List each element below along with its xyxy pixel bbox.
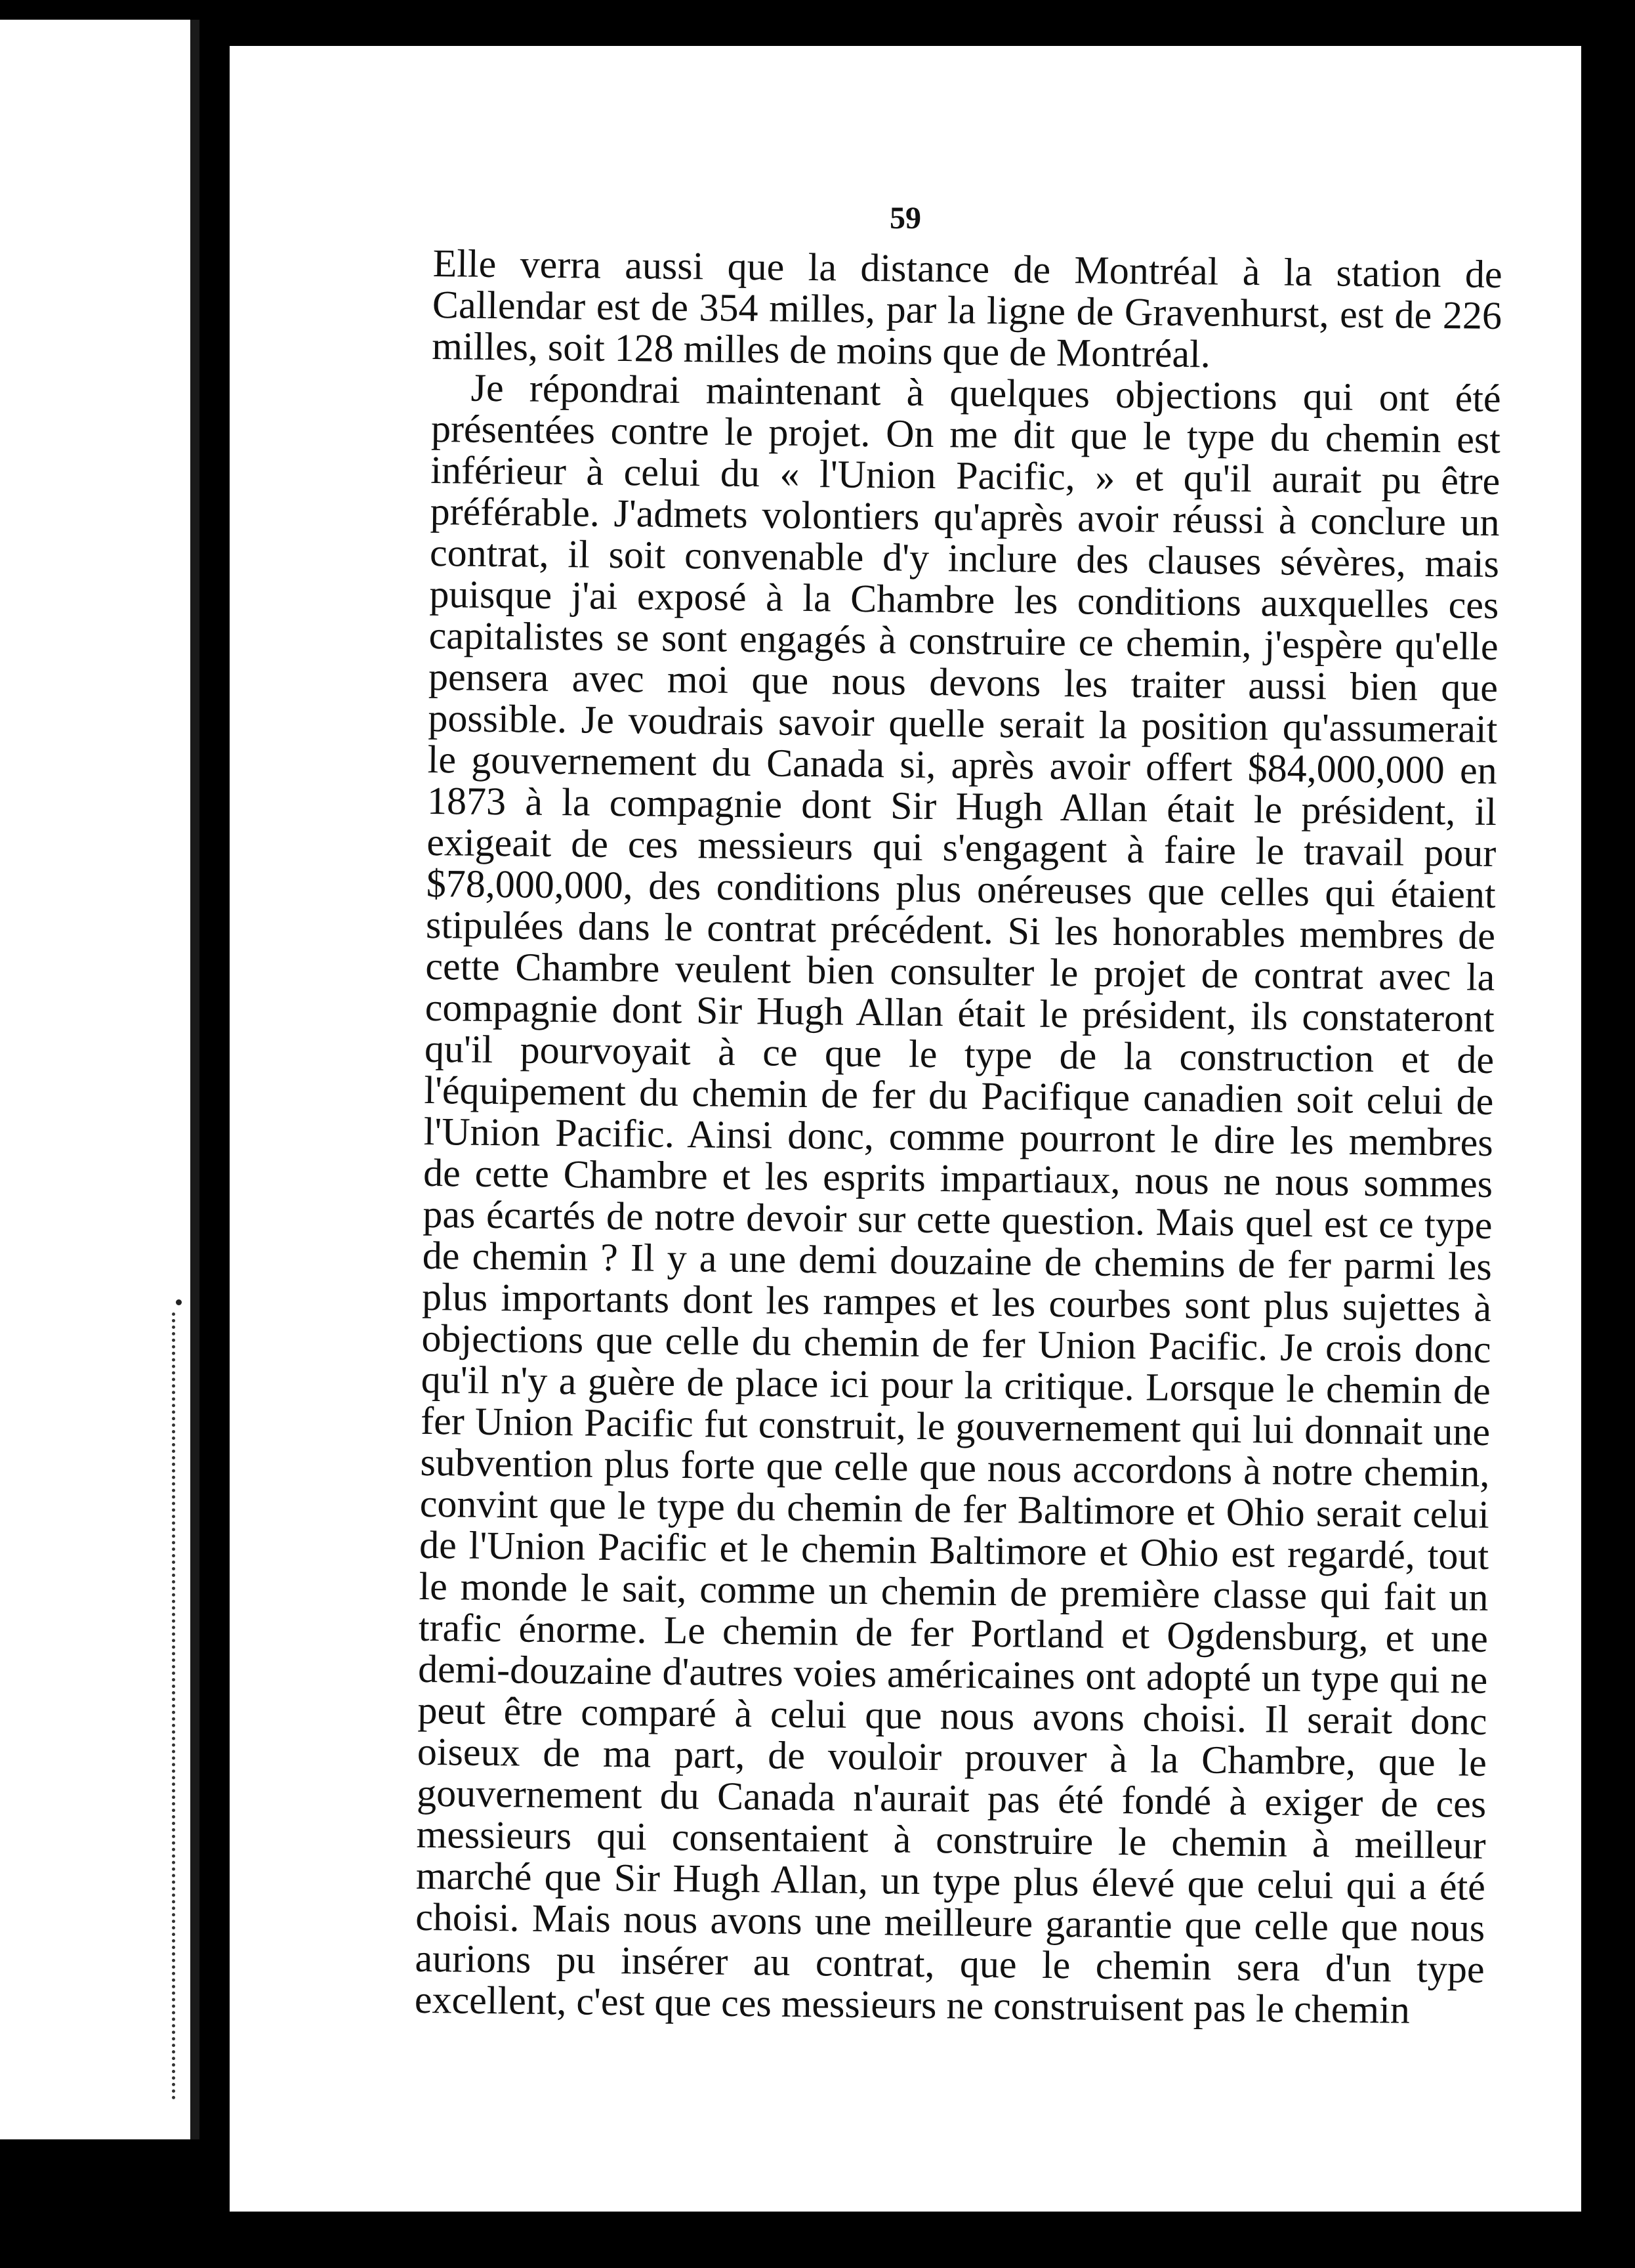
facing-page-specks [172, 1312, 188, 2100]
facing-page-edge [190, 20, 199, 2139]
facing-page-margin [0, 20, 190, 2139]
paragraph-1: Elle verra aussi que la distance de Montréal à la station de Callendar est de 354 milles, par la ligne de Gravenhurst, est de 226 milles, soit 128 milles de moins que de Montréal. [432, 242, 1502, 376]
body-text [415, 243, 1502, 2032]
ink-speck [176, 1299, 182, 1305]
paragraph-2: Je répondrai maintenant à quelques objections qui ont été présentées contre le projet. On me dit que le type du chemin est inférieur à celui du « l'Union Pacific, » et qu'il aurait pu être préférable. J'admets volontiers qu'après avoir réussi à conclure un contrat, il soit convenable d'y inclure des clauses sévères, mais puisque j'ai exposé à la Chambre les conditions auxquelles ces capitalistes se sont engagés à construire ce chemin, j'espère qu'elle pensera avec moi que nous devons les traiter aussi bien que possible. Je voudrais savoir quelle serait la position qu'assumerait le gouvernement du Canada si, après avoir offert $84,000,000 en 1873 à la compagnie dont Sir Hugh Allan était le président, il exigeait de ces messieurs qui s'engagent à faire le travail pour $78,000,000, des conditions plus onéreuses que celles qui étaient stipulées dans le contrat précédent. Si les honorables membres de cette Chambre veulent bien consulter le projet de contrat avec la compagnie dont Sir Hugh Allan était le président, ils constateront qu'il pourvoyait à ce que le type de la construction et de l'équipement du chemin de fer du Pacifique canadien soit celui de l'Union Pacific. Ainsi donc, comme pourront le dire les membres de cette Chambre et les esprits impartiaux, nous ne nous sommes pas écartés de notre devoir sur cette question. Mais quel est ce type de chemin ? Il y a une demi douzaine de chemins de fer parmi les plus importants dont les rampes et les courbes sont plus sujettes à objections que celle du chemin de fer Union Pacific. Je crois donc qu'il n'y a guère de place ici pour la critique. Lorsque le chemin de fer Union Pacific fut construit, le gouvernement qui lui donnait une subvention plus forte que celle que nous accordons à notre chemin, convint que le type du chemin de fer Baltimore et Ohio serait celui de l'Union Pacific et le chemin Baltimore et Ohio est regardé, tout le monde le sait, comme un chemin de première classe qui fait un trafic énorme. Le chemin de fer Portland et Ogdensburg, et une demi-douzaine d'autres voies américaines ont adopté un type qui ne peut être comparé à celui que nous avons choisi. Il serait donc oiseux de ma part, de vouloir prouver à la Chambre, que le gouvernement du Canada n'aurait pas été fondé à exiger de ces messieurs qui consentaient à construire le chemin à meilleur marché que Sir Hugh Allan, un type plus élevé que celui qui a été choisi. Mais nous avons une meilleure garantie que celle que nous aurions pu insérer au contrat, que le chemin sera d'un type excellent, c'est que ces messieurs ne construisent pas le chemin [414, 366, 1501, 2032]
document-page [230, 46, 1581, 2212]
page-number: 59 [890, 201, 921, 236]
